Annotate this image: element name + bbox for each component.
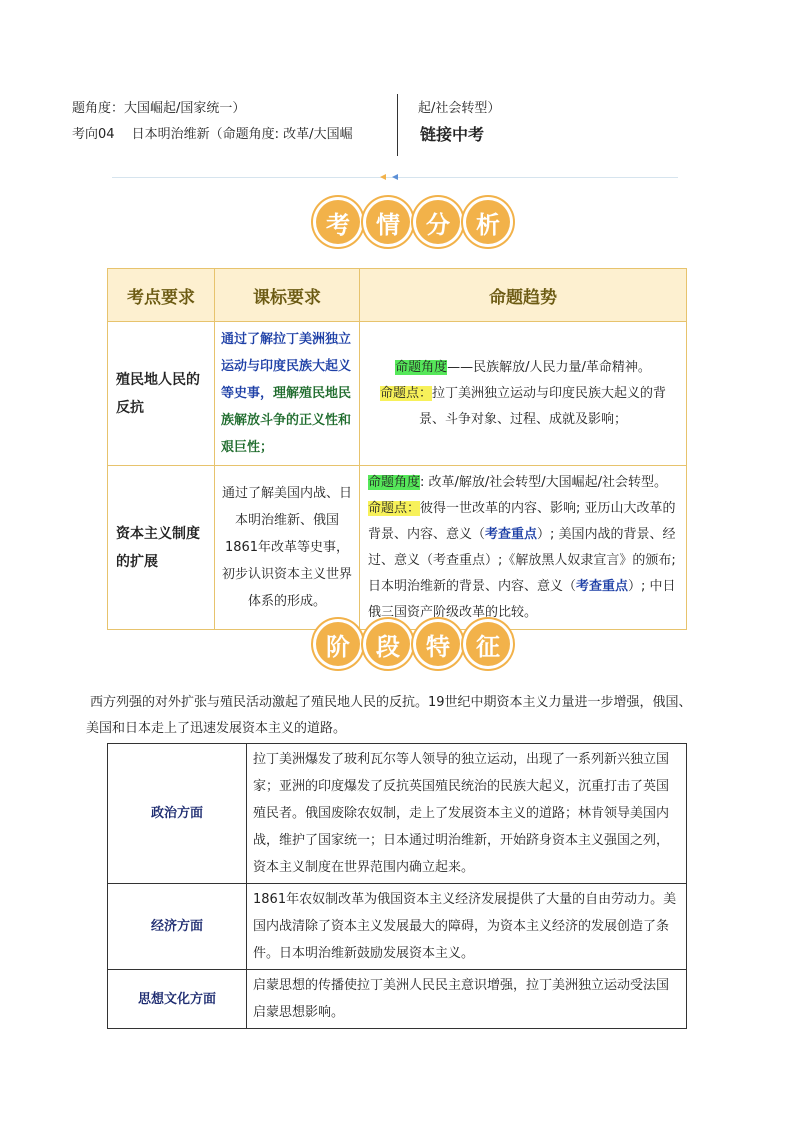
aspect-text: 拉丁美洲爆发了玻利瓦尔等人领导的独立运动，出现了一系列新兴独立国家；亚洲的印度爆发了反抗英国殖民统治的民族大起义，沉重打击了英国殖民者。俄国废除农奴制，走上了发展资本主义的道路；林肯领导美国内战，维护了国家统一；日本通过明治维新，开始跻身资本主义强国之列，资本主义制度在世界范围内确立起来。 — [247, 744, 687, 884]
aspect-text: 1861年农奴制改革为俄国资本主义经济发展提供了大量的自由劳动力。美国内战清除了资本主义发展最大的障碍，为资本主义经济的发展创造了条件。日本明治维新鼓励发展资本主义。 — [247, 884, 687, 970]
title-char: 征 — [466, 622, 510, 666]
features-table — [107, 743, 687, 1029]
analysis-table — [107, 268, 687, 630]
topic-cell: 资本主义制度的扩展 — [108, 466, 215, 630]
angle-label: 命题角度 — [395, 359, 448, 375]
standard-text: 通过了解拉丁美洲独立运动与印度民族大起义等史事， — [221, 332, 352, 401]
title-char: 阶 — [316, 622, 360, 666]
column-header: 命题趋势 — [360, 269, 687, 322]
point-text: ）; 中日俄三国资产阶级改革的比较。 — [368, 578, 676, 620]
table-row — [108, 322, 687, 466]
standard-text: 理解殖民地民族解放斗争的正义性和艰巨性； — [221, 386, 352, 455]
point-text: 拉丁美洲独立运动与印度民族大起义的背景、斗争对象、过程、成就及影响； — [418, 385, 667, 427]
table-row — [108, 744, 687, 884]
aspect-text: 启蒙思想的传播使拉丁美洲人民民主意识增强，拉丁美洲独立运动受法国启蒙思想影响。 — [247, 970, 687, 1029]
angle-label: 命题角度 — [368, 474, 421, 490]
table-row — [108, 970, 687, 1029]
topic-cell: 殖民地人民的反抗 — [108, 322, 215, 466]
trend-cell — [360, 466, 687, 630]
table-row — [108, 466, 687, 630]
title-char: 段 — [366, 622, 410, 666]
intro-paragraph: 西方列强的对外扩张与殖民活动激起了殖民地人民的反抗。19世纪中期资本主义力量进一步增强，俄国、美国和日本走上了迅速发展资本主义的道路。 — [86, 695, 692, 736]
title-char: 分 — [416, 200, 460, 244]
title-char: 特 — [416, 622, 460, 666]
trend-cell — [360, 322, 687, 466]
title-char: 析 — [466, 200, 510, 244]
title-char: 考 — [316, 200, 360, 244]
table-row — [108, 884, 687, 970]
standard-cell: 通过了解美国内战、日本明治维新、俄国1861年改革等史事，初步认识资本主义世界体系的形成。 — [215, 466, 360, 630]
aspect-label: 思想文化方面 — [108, 970, 247, 1029]
point-label: 命题点： — [368, 500, 421, 516]
header-left — [72, 96, 392, 148]
standard-cell — [215, 322, 360, 466]
point-text: ）; 美国内战的背景、经过、意义（考查重点）;《解放黑人奴隶宣言》的颁布; 日本明治维新的背景、内容、意义（ — [368, 526, 676, 594]
table-header-row — [108, 269, 687, 322]
title-char: 情 — [366, 200, 410, 244]
angle-text: ——民族解放/人民力量/革命精神。 — [447, 359, 651, 375]
key-point-tag: 考查重点 — [485, 526, 538, 542]
key-point-tag: 考查重点 — [576, 578, 629, 594]
column-header: 考点要求 — [108, 269, 215, 322]
header-line-2: 考向04 日本明治维新（命题角度: 改革/大国崛 — [72, 127, 353, 142]
separator-ornament-icon — [372, 171, 412, 183]
point-label: 命题点： — [379, 385, 432, 401]
section-title-features — [316, 622, 516, 666]
section-title-analysis — [316, 200, 516, 244]
point-text: 彼得一世改革的内容、影响; 亚历山大改革的背景、内容、意义（ — [368, 500, 676, 542]
header-line-1: 题角度：大国崛起/国家统一） — [72, 101, 246, 116]
header-right-line-1: 起/社会转型） — [418, 101, 501, 116]
header-divider — [397, 94, 398, 156]
aspect-label: 经济方面 — [108, 884, 247, 970]
link-exam-heading: 链接中考 — [420, 125, 485, 144]
column-header: 课标要求 — [215, 269, 360, 322]
angle-text: : 改革/解放/社会转型/大国崛起/社会转型。 — [420, 474, 668, 490]
aspect-label: 政治方面 — [108, 744, 247, 884]
